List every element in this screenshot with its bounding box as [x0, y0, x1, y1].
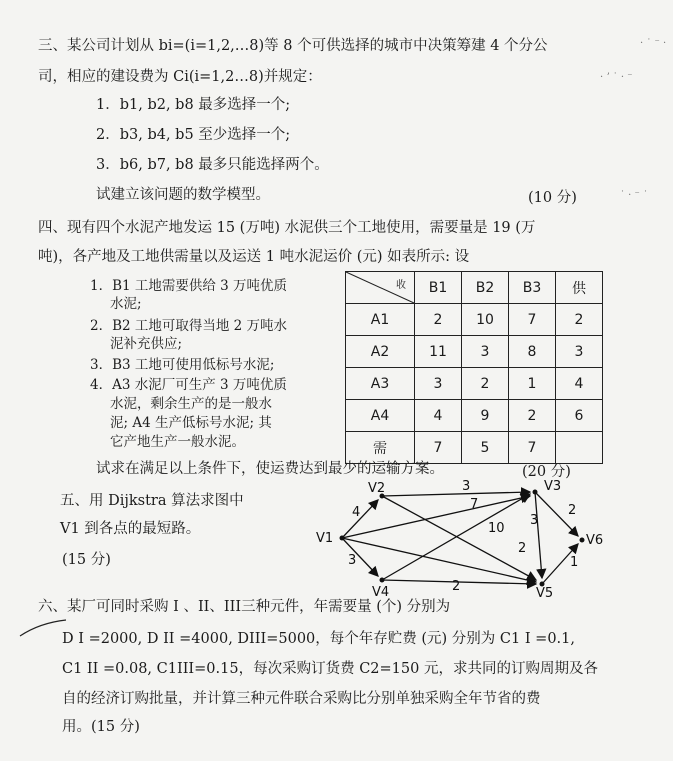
graph-node-label: V1 — [316, 531, 334, 546]
graph-edge — [382, 492, 530, 496]
table-col-header: 供 — [556, 272, 603, 304]
table-cell: 10 — [462, 304, 509, 336]
table-row-header: A3 — [346, 368, 415, 400]
table-cell: 8 — [509, 336, 556, 368]
q4-condition-line: 它产地生产一般水泥。 — [110, 434, 245, 450]
table-cell: 1 — [509, 368, 556, 400]
graph-edge-weight: 3 — [462, 479, 471, 494]
graph-node — [380, 578, 385, 583]
graph-edge — [382, 494, 530, 580]
table-cell: 2 — [556, 304, 603, 336]
q4-condition-line: 水泥; — [110, 296, 142, 312]
q3-line2: 司，相应的建设费为 Ci(i=1,2…8)并规定： — [38, 69, 322, 85]
table-cell — [556, 432, 603, 464]
q5-line1: 五、用 Dijkstra 算法求图中 — [60, 493, 244, 509]
cost-table — [345, 271, 603, 464]
table-cell: 3 — [415, 368, 462, 400]
table-row — [346, 400, 603, 432]
table-col-header: B3 — [509, 272, 556, 304]
scan-noise: · ˙ ⁻ · — [640, 38, 667, 49]
q6-line4: 自的经济订购批量，并计算三种元件联合采购比分别单独采购全年节省的费 — [62, 691, 541, 707]
table-row-header: A1 — [346, 304, 415, 336]
q3-line1: 三、某公司计划从 bi=(i=1,2,…8)等 8 个可供选择的城市中决策筹建 4 个分公 — [38, 38, 548, 54]
scan-noise: ˙ · ⁻ ˙ — [620, 190, 648, 201]
table-row-header: A2 — [346, 336, 415, 368]
table-cell: 7 — [509, 304, 556, 336]
q4-line2: 吨)，各产地及工地供需量以及运送 1 吨水泥运价 (元) 如表所示: 设 — [38, 249, 470, 265]
table-row-header: A4 — [346, 400, 415, 432]
q4-condition-line: 3．B3 工地可使用低标号水泥; — [90, 357, 275, 373]
pen-mark-icon — [18, 618, 68, 638]
q3-condition-1: 1．b1, b2, b8 最多选择一个; — [96, 97, 291, 113]
table-cell: 7 — [415, 432, 462, 464]
q3-task: 试建立该问题的数学模型。 — [96, 187, 270, 203]
q6-line5: 用。(15 分) — [62, 719, 140, 735]
graph-node — [340, 536, 345, 541]
table-cell: 2 — [509, 400, 556, 432]
q5-line2: V1 到各点的最短路。 — [60, 521, 201, 537]
scan-noise: · ʼ ˙ · ⁻ — [600, 72, 633, 83]
graph-node-label: V3 — [544, 479, 562, 494]
graph-edge-weight: 2 — [452, 579, 461, 594]
q6-line3: C1 II =0.08, C1III=0.15，每次采购订货费 C2=150 元，求共同的订购周期及各 — [62, 661, 598, 677]
graph-edge-weight: 7 — [470, 497, 479, 512]
graph-node — [580, 538, 585, 543]
table-corner — [346, 272, 415, 304]
q4-condition-line: 1．B1 工地需要供给 3 万吨优质 — [90, 278, 288, 294]
q3-condition-2: 2．b3, b4, b5 至少选择一个; — [96, 127, 291, 143]
table-cell: 11 — [415, 336, 462, 368]
q4-score: (20 分) — [522, 464, 571, 480]
graph-edge-weight: 2 — [568, 503, 577, 518]
graph-edge — [342, 538, 536, 582]
q4-condition-line: 水泥，剩余生产的是一般水 — [110, 396, 272, 412]
table-row — [346, 304, 603, 336]
table-cell: 3 — [556, 336, 603, 368]
table-row-header: 需 — [346, 432, 415, 464]
table-cell: 6 — [556, 400, 603, 432]
q4-condition-line: 泥补充供应; — [110, 336, 183, 352]
table-row — [346, 336, 603, 368]
table-col-header: B2 — [462, 272, 509, 304]
q3-condition-3: 3．b6, b7, b8 最多只能选择两个。 — [96, 157, 329, 173]
graph-node-label: V4 — [372, 585, 390, 600]
graph-edge-weight: 3 — [348, 553, 357, 568]
q4-line1: 四、现有四个水泥产地发运 15 (万吨) 水泥供三个工地使用，需要量是 19 (万 — [38, 220, 536, 236]
q3-score: (10 分) — [528, 190, 577, 206]
graph-edge — [382, 496, 539, 580]
table-col-header: B1 — [415, 272, 462, 304]
q4-condition-line: 泥; A4 生产低标号水泥; 其 — [110, 415, 272, 431]
graph-edge-weight: 4 — [352, 505, 361, 520]
q6-line2: D I =2000, D II =4000, DIII=5000，每个年存贮费 (元) 分别为 C1 I =0.1, — [62, 631, 575, 647]
table-row — [346, 432, 603, 464]
table-header-row — [346, 272, 603, 304]
graph-node-label: V6 — [586, 533, 604, 548]
graph-edge-weight: 3 — [530, 513, 539, 528]
q4-task: 试求在满足以上条件下，使运费达到最少的运输方案。 — [96, 461, 444, 477]
graph-edge — [535, 492, 542, 578]
graph-node-label: V2 — [368, 481, 386, 496]
graph-node-label: V5 — [536, 586, 554, 601]
table-cell: 2 — [462, 368, 509, 400]
table-row — [346, 368, 603, 400]
q6-line1: 六、某厂可同时采购 I 、II、III三种元件，年需要量 (个) 分别为 — [38, 599, 451, 615]
graph-node — [533, 490, 538, 495]
table-cell: 3 — [462, 336, 509, 368]
graph-edge-weight: 2 — [518, 541, 527, 556]
graph-edge-weight: 10 — [488, 521, 505, 536]
q4-condition-line: 4．A3 水泥厂可生产 3 万吨优质 — [90, 377, 287, 393]
table-cell: 4 — [556, 368, 603, 400]
table-cell: 9 — [462, 400, 509, 432]
graph-edge-weight: 1 — [570, 555, 579, 570]
table-cell: 7 — [509, 432, 556, 464]
table-corner-label: 收 — [396, 280, 406, 291]
q5-score: (15 分) — [62, 552, 111, 568]
table-cell: 5 — [462, 432, 509, 464]
table-cell: 4 — [415, 400, 462, 432]
q4-condition-line: 2．B2 工地可取得当地 2 万吨水 — [90, 318, 288, 334]
network-graph — [316, 478, 620, 601]
table-cell: 2 — [415, 304, 462, 336]
